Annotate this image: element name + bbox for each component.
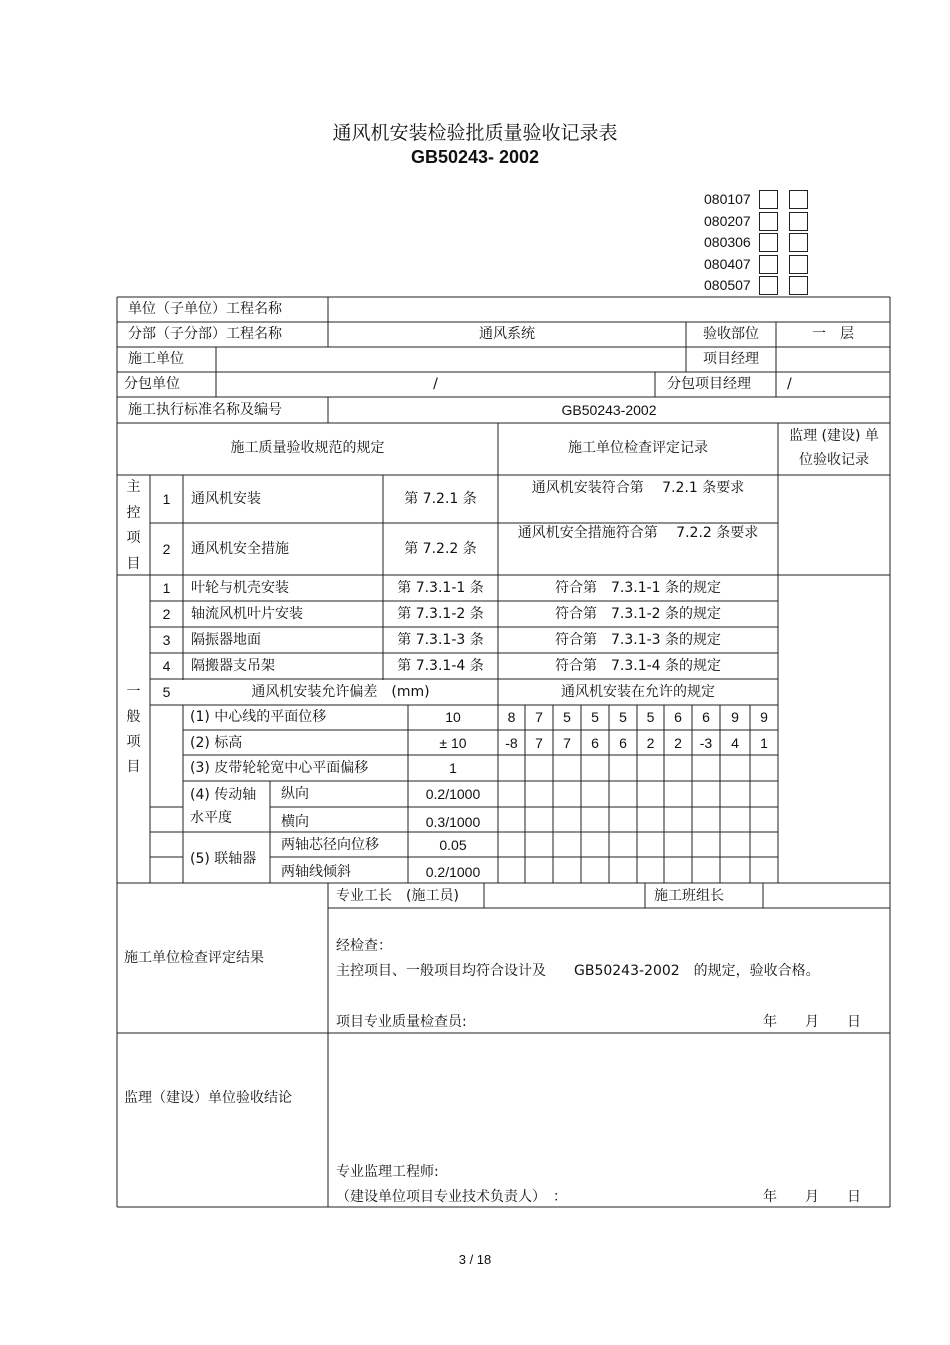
item-number: 2 (162, 606, 171, 622)
subcontractor-value: / (433, 376, 438, 392)
main-items-label: 主 (126, 479, 141, 495)
item-record: 通风机安装符合第 7.2.1 条要求 (531, 480, 745, 496)
coupling-tolerance: 0.2/1000 (425, 864, 481, 880)
sub-manager-label: 分包项目经理 (667, 376, 751, 392)
coupling-label: (5) 联轴器 (190, 851, 257, 867)
item-record: 符合第 7.3.1-1 条的规定 (554, 580, 722, 596)
measurement-value: 6 (674, 709, 682, 725)
code-label: 080107 (704, 191, 751, 207)
code-label: 080207 (704, 212, 751, 229)
shaft-label: 水平度 (190, 810, 232, 826)
measurement-value: 5 (619, 709, 627, 725)
shaft-tolerance: 0.2/1000 (425, 786, 481, 802)
item-clause: 第 7.3.1-2 条 (397, 606, 484, 622)
item-record: 符合第 7.3.1-2 条的规定 (554, 606, 722, 622)
measurement-value: 4 (731, 735, 739, 751)
measurement-value: 5 (646, 709, 655, 725)
owner-label: （建设单位项目专业技术负责人） ： (336, 1189, 567, 1205)
measurement-value: 5 (563, 709, 571, 725)
general-items-label: 目 (126, 759, 141, 775)
column-supervisor: 监理 (建设) 单 (789, 428, 879, 444)
coupling-sub: 两轴芯径向位移 (281, 837, 379, 853)
page-number: 3 / 18 (458, 1252, 492, 1267)
item-record: 通风机安装在允许的规定 (561, 684, 715, 700)
sub-project-label: 分部（子分部）工程名称 (128, 326, 282, 342)
item-number: 1 (162, 580, 171, 596)
column-check: 施工单位检查评定记录 (568, 440, 708, 456)
code-label: 080306 (704, 234, 751, 250)
document-title: 通风机安装检验批质量验收记录表 (332, 122, 618, 144)
item-number: 4 (162, 658, 171, 674)
measurement-value: 9 (760, 709, 768, 725)
subcontractor-label: 分包单位 (124, 376, 180, 392)
shaft-label: (4) 传动轴 (190, 787, 257, 803)
general-items-label: 一 (126, 684, 141, 700)
measurement-value: 7 (535, 735, 543, 751)
item-name: 隔搬器支吊架 (191, 658, 275, 674)
general-items-label: 般 (126, 709, 141, 725)
measurement-value: 6 (702, 709, 710, 725)
deviation-label: (1) 中心线的平面位移 (190, 709, 327, 725)
item-number: 2 (162, 541, 171, 557)
deviation-tolerance: 1 (449, 760, 457, 776)
main-items-label: 项 (126, 530, 141, 546)
supervisor-result-label: 监理（建设）单位验收结论 (124, 1090, 292, 1106)
item-name: 通风机安全措施 (191, 541, 289, 557)
supervisor-date: 年 月 日 (763, 1189, 861, 1205)
measurement-value: 9 (731, 709, 739, 725)
foreman-label: 专业工长 (施工员) (336, 888, 459, 904)
measurement-value: 1 (760, 735, 768, 751)
contractor-result-label: 施工单位检查评定结果 (124, 950, 264, 966)
measurement-value: 6 (619, 735, 627, 751)
deviation-label: (2) 标高 (190, 735, 243, 751)
deviation-tolerance: 10 (445, 709, 461, 725)
exec-standard-label: 施工执行标准名称及编号 (128, 402, 282, 418)
item-clause: 第 7.2.2 条 (404, 541, 477, 557)
standard-code: GB50243- 2002 (410, 147, 540, 167)
exec-standard-value: GB50243-2002 (561, 402, 657, 418)
item-name: 轴流风机叶片安装 (191, 606, 303, 622)
acceptance-part-value: 一 层 (812, 326, 854, 342)
shaft-sub: 纵向 (281, 786, 309, 802)
item-record: 符合第 7.3.1-4 条的规定 (554, 658, 722, 674)
item-name: 叶轮与机壳安装 (191, 580, 289, 596)
inspector-label: 项目专业质量检查员: (336, 1014, 467, 1030)
measurement-value: -3 (699, 735, 713, 751)
measurement-value: 7 (535, 709, 543, 725)
measurement-value: 2 (674, 735, 682, 751)
sub-project-value: 通风系统 (479, 326, 535, 342)
deviation-label: (3) 皮带轮轮宽中心平面偏移 (190, 760, 369, 776)
measurement-value: -8 (505, 735, 518, 751)
general-items-label: 项 (126, 734, 141, 750)
coupling-tolerance: 0.05 (439, 837, 467, 853)
item-record: 符合第 7.3.1-3 条的规定 (554, 632, 722, 648)
measurement-value: 7 (563, 735, 571, 751)
item-clause: 第 7.3.1-1 条 (397, 580, 484, 596)
column-supervisor: 位验收记录 (799, 452, 869, 468)
measurement-value: 6 (591, 735, 599, 751)
code-label: 080507 (704, 277, 751, 293)
item-name: 通风机安装允许偏差 (mm) (251, 684, 430, 700)
measurement-value: 2 (646, 735, 655, 751)
engineer-label: 专业监理工程师: (336, 1164, 439, 1180)
item-number: 3 (162, 632, 171, 648)
main-items-label: 控 (126, 504, 141, 521)
deviation-tolerance: ± 10 (439, 735, 467, 751)
project-name-label: 单位（子单位）工程名称 (128, 301, 282, 317)
acceptance-part-label: 验收部位 (703, 326, 759, 342)
shaft-sub: 横向 (281, 814, 309, 830)
item-number: 5 (162, 684, 171, 700)
code-label: 080407 (704, 255, 751, 272)
item-clause: 第 7.2.1 条 (404, 491, 477, 507)
item-record: 通风机安全措施符合第 7.2.2 条要求 (517, 525, 759, 541)
coupling-sub: 两轴线倾斜 (281, 864, 351, 880)
column-spec: 施工质量验收规范的规定 (230, 440, 385, 456)
measurement-value: 8 (507, 709, 516, 725)
project-manager-label: 项目经理 (703, 351, 759, 367)
main-items-label: 目 (126, 555, 141, 572)
shaft-tolerance: 0.3/1000 (425, 814, 481, 830)
measurement-value: 5 (591, 709, 599, 725)
item-number: 1 (162, 491, 171, 507)
check-conclusion: 主控项目、一般项目均符合设计及 GB50243-2002 的规定，验收合格。 (336, 963, 820, 979)
check-statement: 经检查： (336, 938, 392, 954)
contractor-label: 施工单位 (128, 351, 184, 367)
inspection-date: 年 月 日 (763, 1014, 861, 1030)
item-name: 通风机安装 (191, 491, 261, 507)
team-leader-label: 施工班组长 (654, 888, 724, 904)
item-clause: 第 7.3.1-4 条 (397, 658, 484, 674)
sub-manager-value: / (787, 376, 792, 392)
item-clause: 第 7.3.1-3 条 (397, 632, 484, 648)
item-name: 隔振器地面 (191, 632, 261, 648)
